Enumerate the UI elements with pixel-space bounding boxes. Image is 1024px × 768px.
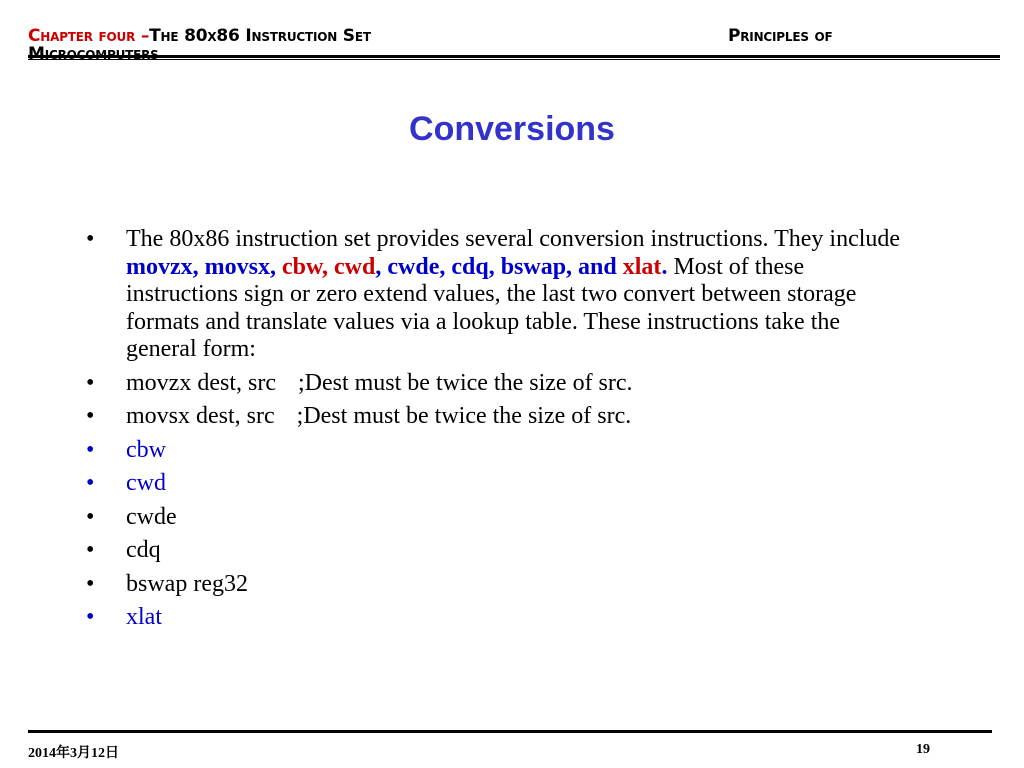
period: . [661, 253, 668, 280]
page-number: 19 [916, 742, 930, 757]
bullet-dot: • [86, 503, 95, 530]
instr-movsx: movsx, [198, 253, 276, 280]
bullet-dot: • [86, 403, 95, 429]
instr-movzx: movzx, [126, 253, 199, 280]
bullet-text: cbw [126, 436, 166, 463]
instr-xlat: xlat [622, 253, 662, 280]
bullet-item [86, 226, 906, 364]
footer-rule [28, 730, 992, 733]
bullet-instr: movzx dest, src [126, 369, 276, 396]
header-principles: Principles of [728, 26, 833, 46]
instr-cwd: cwd [328, 253, 376, 280]
bullet-text: cwde [126, 503, 177, 530]
bullet-item [86, 370, 906, 398]
bullet-text: bswap reg32 [126, 570, 248, 597]
bullet-text-tail: Most of these instructions sign or zero extend values, the last two convert between storage formats and translate values via a lookup table. These instructions take the general form: [126, 253, 857, 362]
bullet-text: cdq [126, 537, 161, 563]
header-rule [28, 55, 1000, 60]
footer-date: 2014年3月12日 [28, 746, 119, 761]
bullet-instr: movsx dest, src [126, 403, 275, 429]
bullet-text: cwd [126, 470, 166, 496]
bullet-text: The 80x86 instruction set provides several conversion instructions. They include [126, 226, 901, 252]
slide-title: Conversions [409, 110, 615, 148]
bullet-comment: ;Dest must be twice the size of src. [297, 369, 633, 396]
header-title: The 80x86 Instruction Set [149, 26, 371, 46]
bullet-item [86, 403, 906, 431]
bullet-text: xlat [126, 604, 162, 630]
bullet-item [86, 604, 906, 632]
header-microcomputers: Microcomputers [28, 44, 159, 64]
bullet-item [86, 571, 906, 599]
bullet-dot: • [86, 604, 95, 630]
header-chapter: Chapter four – [28, 26, 150, 46]
bullet-item [86, 504, 906, 532]
bullet-list [86, 226, 906, 638]
bullet-comment: ;Dest must be twice the size of src. [296, 403, 632, 429]
bullet-dot: • [86, 470, 95, 496]
bullet-item [86, 437, 906, 465]
bullet-dot: • [86, 570, 95, 597]
slide-header [28, 25, 1000, 64]
bullet-item [86, 470, 906, 498]
instr-list-rest: , cwde, cdq, bswap, and [375, 253, 623, 280]
bullet-dot: • [86, 226, 95, 252]
bullet-dot: • [86, 436, 95, 463]
bullet-item [86, 537, 906, 565]
bullet-dot: • [86, 369, 95, 396]
bullet-dot: • [86, 537, 95, 563]
instr-cbw: cbw, [276, 253, 329, 280]
